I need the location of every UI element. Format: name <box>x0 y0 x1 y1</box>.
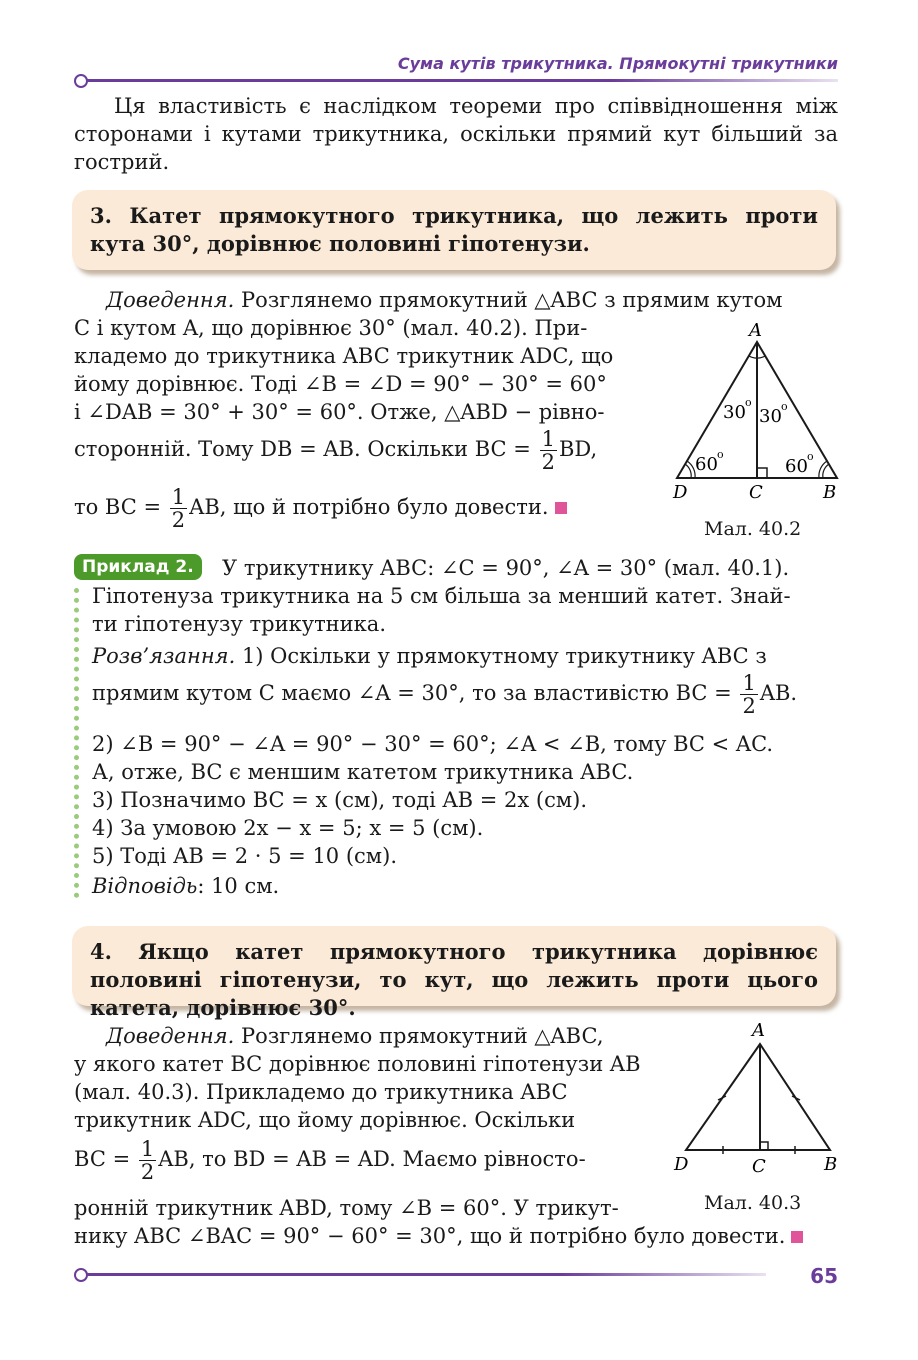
frac-num: 1 <box>171 485 186 509</box>
fraction-half <box>540 428 557 473</box>
fig403-label-D: D <box>674 1154 689 1175</box>
solution-label: Розв’язання. <box>92 644 236 668</box>
frac-num: 1 <box>541 427 555 451</box>
proof3-line5: і ∠DAB = 30° + 30° = 60°. Отже, △ABD − рівно- <box>74 400 605 424</box>
fig402-caption: Мал. 40.2 <box>704 518 802 540</box>
example2-line3: ти гіпотенузу трикутника. <box>92 612 386 636</box>
qed-square <box>791 1231 803 1243</box>
proof4-line7-text: нику ABC ∠BAC = 90° − 60° = 30°, що й потрібно було довести. <box>74 1224 786 1248</box>
proof4-line2: у якого катет BC дорівнює половині гіпотенузи AB <box>74 1052 641 1076</box>
example2-line1: У трикутнику ABC: ∠C = 90°, ∠A = 30° (мал. 40.1). <box>222 556 790 580</box>
figure-40-2 <box>665 318 845 508</box>
proof4-line6: ронній трикутник ABD, тому ∠B = 60°. У трикут- <box>74 1196 619 1220</box>
frac-num: 1 <box>742 671 756 695</box>
footer-rule <box>86 1273 766 1276</box>
fraction-half <box>740 672 757 717</box>
proof3-line7 <box>74 486 648 531</box>
proof4-line7 <box>74 1222 838 1250</box>
fig402-angle-left: 30 <box>723 402 746 423</box>
proof3-line6-text: сторонній. Тому DB = AB. Оскільки BC = <box>74 437 531 461</box>
fig402-label-D: D <box>673 482 688 503</box>
fig403-label-A: A <box>752 1020 765 1041</box>
frac-den: 2 <box>171 508 186 532</box>
theorem-3-text: 3. Катет прямокутного трикутника, що лежить проти кута 30°, дорівнює половині гіпотенузи. <box>90 203 818 256</box>
fig402-deg3: o <box>717 448 724 461</box>
theorem-4-text: 4. Якщо катет прямокутного трикутника дорівнює половині гіпотенузи, то кут, що лежить проти цього катета, дорівнює 30°. <box>90 939 818 1020</box>
example2-sol4: А, отже, BC є меншим катетом трикутника ABC. <box>92 760 634 784</box>
example2-sol2 <box>92 672 838 717</box>
proof3-line1 <box>74 286 838 314</box>
fig403-caption: Мал. 40.3 <box>704 1192 802 1214</box>
proof4-line5-text: AB, то BD = AB = AD. Маємо рівносто- <box>158 1147 586 1171</box>
example2-sol1-text: 1) Оскільки у прямокутному трикутнику ABC з <box>241 644 767 668</box>
fig402-label-A: A <box>749 320 762 341</box>
fig402-deg4: o <box>807 450 814 463</box>
proof3-line7-end: AB, що й потрібно було довести. <box>189 495 549 519</box>
example2-sol2-end: AB. <box>759 681 798 705</box>
proof4-line5 <box>74 1138 648 1183</box>
proof4-line5-start: BC = <box>74 1147 131 1171</box>
running-header: Сума кутів трикутника. Прямокутні трикутники <box>397 54 838 73</box>
fig402-angle-D: 60 <box>695 454 718 475</box>
fig403-label-C: C <box>752 1156 766 1177</box>
proof3-line4: йому дорівнює. Тоді ∠B = ∠D = 90° − 30° = 60° <box>74 372 607 396</box>
proof4-line4: трикутник ADC, що йому дорівнює. Оскільки <box>74 1108 576 1132</box>
proof3-line7-text: то BC = <box>74 495 162 519</box>
fig402-label-C: C <box>749 482 763 503</box>
fig402-angle-right: 30 <box>759 406 782 427</box>
proof3-line6 <box>74 428 648 473</box>
fig403-label-B: B <box>824 1154 838 1175</box>
example2-sol7: 5) Тоді AB = 2 · 5 = 10 (см). <box>92 844 397 868</box>
theorem-3-box <box>72 190 836 270</box>
proof4-text1: Розглянемо прямокутний △ABC, <box>241 1024 604 1048</box>
example2-answer <box>92 872 838 900</box>
header-rule <box>86 79 838 82</box>
proof3-text1: Розглянемо прямокутний △ABC з прямим кутом <box>241 288 783 312</box>
fig402-angle-B: 60 <box>785 456 808 477</box>
example2-sol3: 2) ∠B = 90° − ∠A = 90° − 30° = 60°; ∠A < ∠B, тому BC < AC. <box>92 732 774 756</box>
answer-label: Відповідь <box>92 874 198 898</box>
frac-den: 2 <box>541 450 555 474</box>
proof4-line1 <box>74 1022 648 1050</box>
answer-value: : 10 см. <box>197 874 280 898</box>
figure-40-3 <box>670 1018 850 1178</box>
frac-den: 2 <box>140 1160 155 1184</box>
example2-sol2-text: прямим кутом C маємо ∠A = 30°, то за властивістю BC = <box>92 681 732 705</box>
proof3-line3: кладемо до трикутника ABC трикутник ADC, що <box>74 344 614 368</box>
proof3-line6-end: BD, <box>558 437 598 461</box>
fig402-deg2: o <box>781 400 788 413</box>
frac-num: 1 <box>140 1137 155 1161</box>
page-number: 65 <box>810 1264 838 1288</box>
theorem-4-box <box>72 926 836 1020</box>
example-2-badge: Приклад 2. <box>74 554 202 580</box>
fig402-label-B: B <box>823 482 837 503</box>
example-dotted-rule <box>74 588 83 898</box>
fraction-half <box>139 1138 156 1183</box>
proof4-line3: (мал. 40.3). Прикладемо до трикутника ABC <box>74 1080 568 1104</box>
intro-paragraph: Ця властивість є наслідком теореми про співвідношення між сторонами і кутами трикутника, оскільки прямий кут більший за гострий. <box>74 94 838 174</box>
proof3-line2: C і кутом A, що дорівнює 30° (мал. 40.2). При- <box>74 316 588 340</box>
proof4-label: Доведення. <box>106 1024 235 1048</box>
example2-sol1 <box>92 642 838 670</box>
proof3-label: Доведення. <box>106 288 235 312</box>
example2-sol6: 4) За умовою 2x − x = 5; x = 5 (см). <box>92 816 484 840</box>
example2-sol5: 3) Позначимо BC = x (см), тоді AB = 2x (см). <box>92 788 588 812</box>
qed-square <box>555 502 567 514</box>
fig402-deg1: o <box>745 396 752 409</box>
frac-den: 2 <box>742 694 756 718</box>
fraction-half <box>170 486 187 531</box>
example2-line2: Гіпотенуза трикутника на 5 см більша за менший катет. Знай- <box>92 584 791 608</box>
